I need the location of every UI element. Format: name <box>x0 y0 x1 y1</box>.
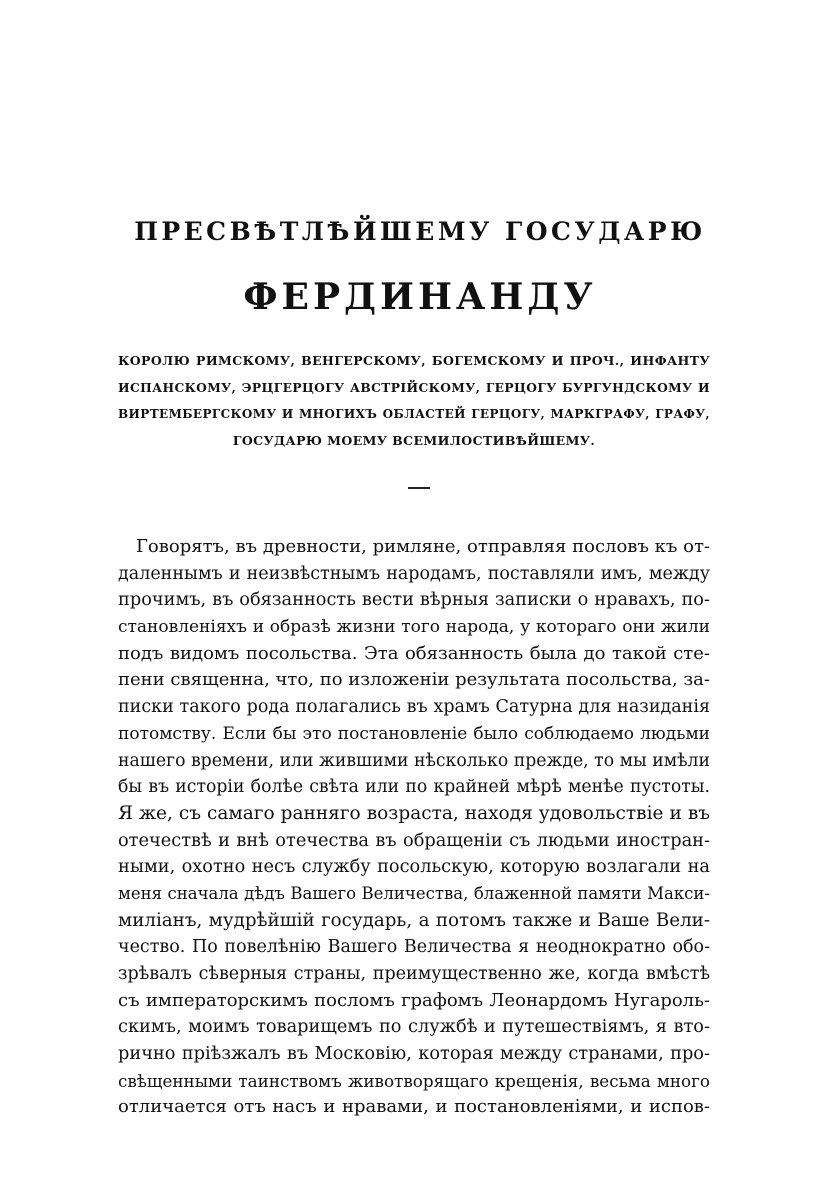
text-line: нашего времени, или жившими нѣсколько прежде, то мы имѣли <box>118 750 710 771</box>
text-line: рично пріѣзжалъ въ Московію, которая между странами, про- <box>118 1044 710 1065</box>
text-line: становленіяхъ и образѣ жизни того народа, у котораго они жили <box>118 617 710 638</box>
text-line: меня сначала дѣдъ Вашего Величества, блаженной памяти Макси- <box>118 883 710 903</box>
dedication-title-line: ИСПАНСКОМУ, ЭРЦГЕРЦОГУ АВСТРІЙСКОМУ, ГЕРЦОГУ БУРГУНДСКОМУ И <box>118 379 710 395</box>
text-line: зрѣвалъ сѣверныя страны, преимущественно же, когда вмѣстѣ <box>118 964 710 984</box>
dedication-name: ФЕРДИНАНДУ <box>243 276 597 318</box>
text-line: отличается отъ насъ и нравами, и постановленіями, и испов- <box>118 1096 710 1118</box>
text-line: съ императорскимъ посломъ графомъ Леонардомъ Нугароль- <box>118 989 710 1011</box>
text-line: Говорятъ, въ древности, римляне, отправляя пословъ къ от- <box>136 536 710 557</box>
text-line: пени священна, что, по изложеніи результата посольства, за- <box>118 669 710 691</box>
text-line: скимъ, моимъ товарищемъ по службѣ и путешествіямъ, я вто- <box>118 1017 710 1038</box>
dedication-heading: ПРЕСВѢТЛѢЙШЕМУ ГОСУДАРЮ <box>134 217 706 246</box>
text-line: свѣщенными таинствомъ животворящаго крещенія, весьма много <box>118 1070 710 1091</box>
dedication-title-line: ВИРТЕМБЕРГСКОМУ И МНОГИХЪ ОБЛАСТЕЙ ГЕРЦОГУ, МАРКГРАФУ, ГРАФУ, <box>118 407 710 421</box>
text-line: подъ видомъ посольства. Эта обязанность была до такой сте- <box>118 642 710 664</box>
text-line: прочимъ, въ обязанность вести вѣрныя записки о нравахъ, по- <box>118 590 710 611</box>
dedication-title-line: ГОСУДАРЮ МОЕМУ ВСЕМИЛОСТИВѢЙШЕМУ. <box>232 432 596 448</box>
text-line: Я же, съ самаго ранняго возраста, находя удовольствіе и въ <box>118 802 710 824</box>
section-divider <box>408 487 430 489</box>
text-line: миліанъ, мудрѣйшій государь, а потомъ также и Ваше Вели- <box>118 909 710 931</box>
text-line: даленнымъ и неизвѣстнымъ народамъ, поставляли имъ, между <box>118 563 710 584</box>
text-line: отечествѣ и внѣ отечества въ обращеніи съ людьми иностран- <box>118 830 710 851</box>
text-line: чество. По повелѣнію Вашего Величества я неоднократно обо- <box>118 937 710 958</box>
body-paragraph <box>118 534 710 1121</box>
dedication-title-line: КОРОЛЮ РИМСКОМУ, ВЕНГЕРСКОМУ, БОГЕМСКОМУ И ПРОЧ., ИНФАНТУ <box>118 353 710 368</box>
dedication-titles <box>118 348 710 454</box>
text-line: потомству. Если бы это постановленіе было соблюдаемо людьми <box>118 723 710 744</box>
text-line: писки такого рода полагались въ храмъ Сатурна для назиданія <box>118 697 710 718</box>
text-line: ными, охотно несъ службу посольскую, которую возлагали на <box>118 857 710 878</box>
text-line: бы въ исторіи болѣе свѣта или по крайней мѣрѣ менѣе пустоты. <box>118 777 710 798</box>
